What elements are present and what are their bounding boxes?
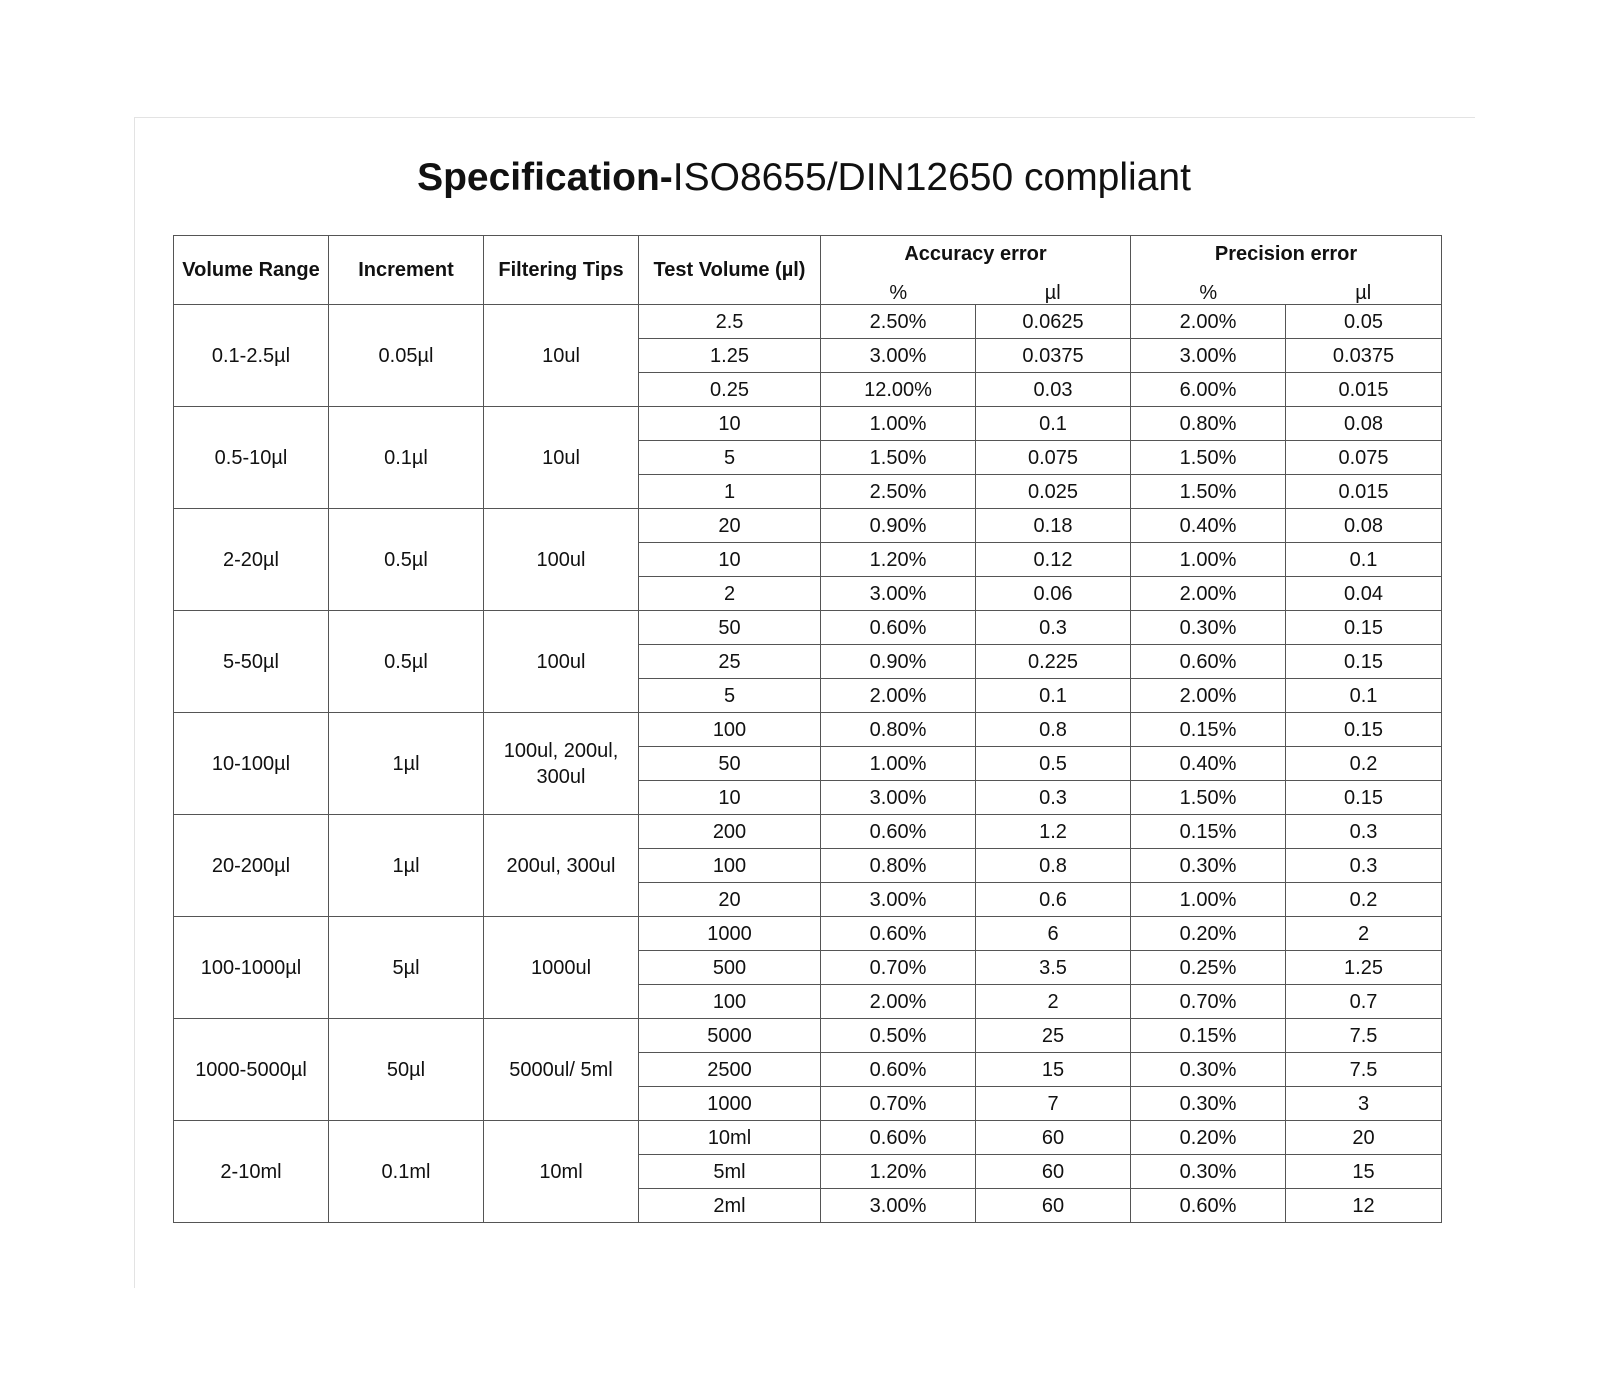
volume-range-cell: 1000-5000µl (174, 1019, 329, 1121)
test-volume-cell: 20 (639, 509, 821, 543)
increment-cell: 5µl (329, 917, 484, 1019)
accuracy-ul-cell: 3.5 (976, 951, 1131, 985)
accuracy-ul-cell: 60 (976, 1121, 1131, 1155)
test-volume-cell: 10ml (639, 1121, 821, 1155)
volume-range-cell: 0.1-2.5µl (174, 305, 329, 407)
filtering-tips-cell: 100ul (484, 509, 639, 611)
accuracy-percent-cell: 0.80% (821, 849, 976, 883)
test-volume-cell: 1000 (639, 1087, 821, 1121)
test-volume-cell: 1.25 (639, 339, 821, 373)
precision-ul-cell: 7.5 (1286, 1019, 1442, 1053)
accuracy-ul-cell: 15 (976, 1053, 1131, 1087)
volume-range-cell: 10-100µl (174, 713, 329, 815)
accuracy-percent-cell: 2.50% (821, 475, 976, 509)
precision-ul-cell: 2 (1286, 917, 1442, 951)
increment-cell: 0.5µl (329, 611, 484, 713)
increment-cell: 0.1µl (329, 407, 484, 509)
accuracy-ul-cell: 0.075 (976, 441, 1131, 475)
table-row (174, 407, 1442, 441)
precision-percent-cell: 1.50% (1131, 441, 1286, 475)
precision-ul-cell: 0.08 (1286, 509, 1442, 543)
spec-table (173, 235, 1442, 1223)
table-row (174, 815, 1442, 849)
header-precision-percent: % (1131, 272, 1286, 305)
precision-percent-cell: 0.40% (1131, 747, 1286, 781)
test-volume-cell: 10 (639, 543, 821, 577)
precision-percent-cell: 0.30% (1131, 1155, 1286, 1189)
precision-percent-cell: 0.25% (1131, 951, 1286, 985)
test-volume-cell: 100 (639, 713, 821, 747)
precision-percent-cell: 0.30% (1131, 849, 1286, 883)
header-accuracy-percent: % (821, 272, 976, 305)
accuracy-percent-cell: 1.00% (821, 407, 976, 441)
accuracy-ul-cell: 7 (976, 1087, 1131, 1121)
test-volume-cell: 1 (639, 475, 821, 509)
table-row (174, 305, 1442, 339)
precision-ul-cell: 7.5 (1286, 1053, 1442, 1087)
table-row (174, 713, 1442, 747)
accuracy-ul-cell: 0.0625 (976, 305, 1131, 339)
volume-range-cell: 100-1000µl (174, 917, 329, 1019)
accuracy-percent-cell: 0.60% (821, 1053, 976, 1087)
filtering-tips-cell: 100ul, 200ul, 300ul (484, 713, 639, 815)
header-test-volume: Test Volume (µl) (639, 236, 821, 305)
header-volume-range: Volume Range (174, 236, 329, 305)
precision-percent-cell: 2.00% (1131, 577, 1286, 611)
precision-percent-cell: 0.30% (1131, 1053, 1286, 1087)
test-volume-cell: 5ml (639, 1155, 821, 1189)
precision-ul-cell: 15 (1286, 1155, 1442, 1189)
precision-ul-cell: 0.15 (1286, 713, 1442, 747)
accuracy-ul-cell: 0.5 (976, 747, 1131, 781)
precision-percent-cell: 0.20% (1131, 1121, 1286, 1155)
precision-ul-cell: 3 (1286, 1087, 1442, 1121)
accuracy-ul-cell: 0.025 (976, 475, 1131, 509)
accuracy-percent-cell: 0.60% (821, 1121, 976, 1155)
increment-cell: 0.1ml (329, 1121, 484, 1223)
test-volume-cell: 2.5 (639, 305, 821, 339)
accuracy-ul-cell: 0.06 (976, 577, 1131, 611)
precision-percent-cell: 1.50% (1131, 781, 1286, 815)
accuracy-percent-cell: 1.00% (821, 747, 976, 781)
accuracy-percent-cell: 0.70% (821, 951, 976, 985)
accuracy-percent-cell: 0.60% (821, 815, 976, 849)
test-volume-cell: 2 (639, 577, 821, 611)
test-volume-cell: 20 (639, 883, 821, 917)
accuracy-ul-cell: 0.1 (976, 679, 1131, 713)
precision-ul-cell: 0.015 (1286, 475, 1442, 509)
accuracy-ul-cell: 0.1 (976, 407, 1131, 441)
test-volume-cell: 10 (639, 407, 821, 441)
volume-range-cell: 2-10ml (174, 1121, 329, 1223)
accuracy-ul-cell: 0.8 (976, 849, 1131, 883)
volume-range-cell: 20-200µl (174, 815, 329, 917)
accuracy-ul-cell: 25 (976, 1019, 1131, 1053)
increment-cell: 50µl (329, 1019, 484, 1121)
test-volume-cell: 200 (639, 815, 821, 849)
accuracy-percent-cell: 3.00% (821, 1189, 976, 1223)
precision-percent-cell: 0.60% (1131, 1189, 1286, 1223)
precision-ul-cell: 0.075 (1286, 441, 1442, 475)
test-volume-cell: 10 (639, 781, 821, 815)
volume-range-cell: 2-20µl (174, 509, 329, 611)
test-volume-cell: 100 (639, 985, 821, 1019)
accuracy-ul-cell: 0.225 (976, 645, 1131, 679)
precision-ul-cell: 0.1 (1286, 543, 1442, 577)
precision-ul-cell: 0.04 (1286, 577, 1442, 611)
test-volume-cell: 5 (639, 441, 821, 475)
accuracy-ul-cell: 0.18 (976, 509, 1131, 543)
precision-ul-cell: 20 (1286, 1121, 1442, 1155)
test-volume-cell: 5000 (639, 1019, 821, 1053)
accuracy-percent-cell: 0.60% (821, 611, 976, 645)
precision-percent-cell: 0.30% (1131, 611, 1286, 645)
filtering-tips-cell: 5000ul/ 5ml (484, 1019, 639, 1121)
accuracy-percent-cell: 0.90% (821, 509, 976, 543)
precision-ul-cell: 0.3 (1286, 849, 1442, 883)
test-volume-cell: 1000 (639, 917, 821, 951)
header-precision-ul: µl (1286, 272, 1442, 305)
precision-ul-cell: 0.15 (1286, 645, 1442, 679)
filtering-tips-cell: 10ul (484, 305, 639, 407)
table-row (174, 1121, 1442, 1155)
precision-percent-cell: 0.15% (1131, 1019, 1286, 1053)
page-title (0, 150, 1600, 206)
precision-ul-cell: 0.2 (1286, 747, 1442, 781)
precision-ul-cell: 0.15 (1286, 611, 1442, 645)
header-accuracy-error: Accuracy error (821, 236, 1131, 273)
title-rest: ISO8655/DIN12650 compliant (672, 156, 1191, 199)
precision-ul-cell: 0.3 (1286, 815, 1442, 849)
accuracy-percent-cell: 12.00% (821, 373, 976, 407)
test-volume-cell: 25 (639, 645, 821, 679)
accuracy-ul-cell: 0.12 (976, 543, 1131, 577)
increment-cell: 1µl (329, 815, 484, 917)
table-row (174, 917, 1442, 951)
precision-percent-cell: 1.00% (1131, 883, 1286, 917)
test-volume-cell: 50 (639, 611, 821, 645)
precision-percent-cell: 2.00% (1131, 305, 1286, 339)
accuracy-percent-cell: 1.20% (821, 1155, 976, 1189)
precision-ul-cell: 0.015 (1286, 373, 1442, 407)
accuracy-ul-cell: 0.03 (976, 373, 1131, 407)
accuracy-percent-cell: 2.00% (821, 679, 976, 713)
precision-percent-cell: 0.15% (1131, 815, 1286, 849)
precision-percent-cell: 0.40% (1131, 509, 1286, 543)
filtering-tips-cell: 1000ul (484, 917, 639, 1019)
accuracy-percent-cell: 2.50% (821, 305, 976, 339)
precision-percent-cell: 0.15% (1131, 713, 1286, 747)
header-filtering-tips: Filtering Tips (484, 236, 639, 305)
accuracy-percent-cell: 3.00% (821, 781, 976, 815)
table-row (174, 611, 1442, 645)
precision-ul-cell: 0.0375 (1286, 339, 1442, 373)
table-row (174, 509, 1442, 543)
header-increment: Increment (329, 236, 484, 305)
test-volume-cell: 5 (639, 679, 821, 713)
increment-cell: 0.05µl (329, 305, 484, 407)
volume-range-cell: 5-50µl (174, 611, 329, 713)
accuracy-percent-cell: 1.20% (821, 543, 976, 577)
increment-cell: 1µl (329, 713, 484, 815)
table-row (174, 1019, 1442, 1053)
accuracy-ul-cell: 60 (976, 1189, 1131, 1223)
accuracy-percent-cell: 3.00% (821, 883, 976, 917)
header-precision-error: Precision error (1131, 236, 1442, 273)
precision-percent-cell: 3.00% (1131, 339, 1286, 373)
accuracy-percent-cell: 0.70% (821, 1087, 976, 1121)
precision-percent-cell: 0.30% (1131, 1087, 1286, 1121)
precision-percent-cell: 0.60% (1131, 645, 1286, 679)
accuracy-percent-cell: 1.50% (821, 441, 976, 475)
accuracy-ul-cell: 2 (976, 985, 1131, 1019)
test-volume-cell: 0.25 (639, 373, 821, 407)
test-volume-cell: 100 (639, 849, 821, 883)
precision-ul-cell: 0.7 (1286, 985, 1442, 1019)
test-volume-cell: 50 (639, 747, 821, 781)
header-accuracy-ul: µl (976, 272, 1131, 305)
accuracy-ul-cell: 0.3 (976, 781, 1131, 815)
precision-ul-cell: 0.2 (1286, 883, 1442, 917)
accuracy-percent-cell: 0.90% (821, 645, 976, 679)
accuracy-percent-cell: 0.50% (821, 1019, 976, 1053)
accuracy-percent-cell: 0.60% (821, 917, 976, 951)
test-volume-cell: 2500 (639, 1053, 821, 1087)
precision-percent-cell: 0.80% (1131, 407, 1286, 441)
filtering-tips-cell: 10ul (484, 407, 639, 509)
precision-ul-cell: 1.25 (1286, 951, 1442, 985)
precision-percent-cell: 2.00% (1131, 679, 1286, 713)
precision-percent-cell: 1.00% (1131, 543, 1286, 577)
accuracy-percent-cell: 0.80% (821, 713, 976, 747)
accuracy-ul-cell: 60 (976, 1155, 1131, 1189)
accuracy-ul-cell: 0.3 (976, 611, 1131, 645)
volume-range-cell: 0.5-10µl (174, 407, 329, 509)
precision-percent-cell: 0.70% (1131, 985, 1286, 1019)
precision-ul-cell: 0.08 (1286, 407, 1442, 441)
spec-table-body (174, 305, 1442, 1223)
accuracy-ul-cell: 0.0375 (976, 339, 1131, 373)
accuracy-ul-cell: 1.2 (976, 815, 1131, 849)
precision-ul-cell: 0.1 (1286, 679, 1442, 713)
accuracy-percent-cell: 3.00% (821, 339, 976, 373)
accuracy-ul-cell: 0.8 (976, 713, 1131, 747)
accuracy-percent-cell: 2.00% (821, 985, 976, 1019)
accuracy-ul-cell: 6 (976, 917, 1131, 951)
precision-percent-cell: 0.20% (1131, 917, 1286, 951)
precision-percent-cell: 1.50% (1131, 475, 1286, 509)
test-volume-cell: 500 (639, 951, 821, 985)
accuracy-percent-cell: 3.00% (821, 577, 976, 611)
filtering-tips-cell: 100ul (484, 611, 639, 713)
precision-percent-cell: 6.00% (1131, 373, 1286, 407)
filtering-tips-cell: 10ml (484, 1121, 639, 1223)
precision-ul-cell: 0.15 (1286, 781, 1442, 815)
accuracy-ul-cell: 0.6 (976, 883, 1131, 917)
increment-cell: 0.5µl (329, 509, 484, 611)
filtering-tips-cell: 200ul, 300ul (484, 815, 639, 917)
precision-ul-cell: 0.05 (1286, 305, 1442, 339)
title-bold: Specification- (417, 156, 673, 199)
precision-ul-cell: 12 (1286, 1189, 1442, 1223)
test-volume-cell: 2ml (639, 1189, 821, 1223)
